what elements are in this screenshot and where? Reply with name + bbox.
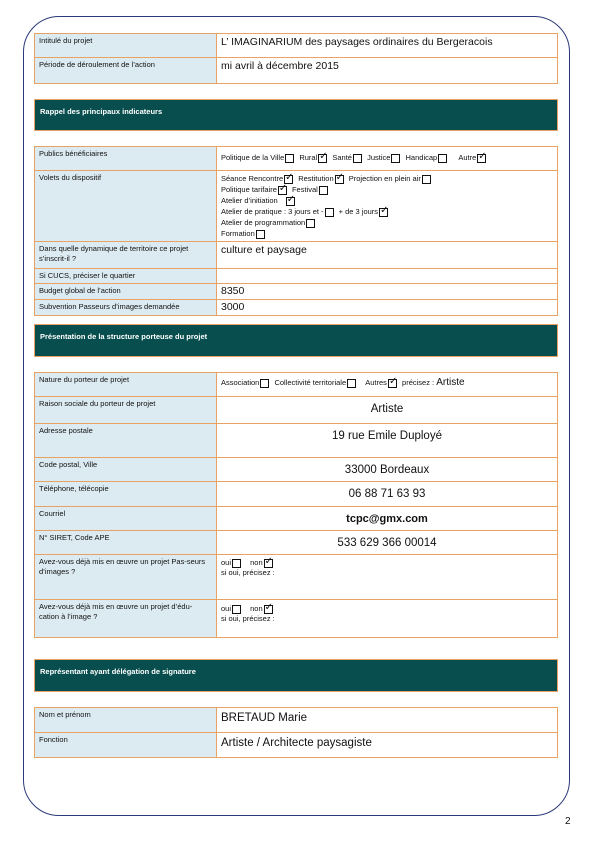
passeurs-precisez: si oui, précisez : [221, 568, 275, 577]
courriel-label: Courriel [35, 507, 217, 531]
checkbox-checked[interactable] [278, 186, 287, 195]
nature-option: Autres✓ [365, 378, 400, 387]
publics-option: Justice [367, 153, 403, 162]
nature-options [217, 373, 558, 397]
nature-option: Association [221, 378, 272, 387]
tel-value: 06 88 71 63 93 [217, 482, 558, 507]
publics-option: Politique de la Ville [221, 153, 297, 162]
volets-option: Atelier de programmation [221, 218, 318, 227]
publics-option: Handicap [406, 153, 451, 162]
education-options [217, 600, 558, 638]
representant-header: Représentant ayant délégation de signature [34, 659, 558, 692]
checkbox-checked[interactable] [264, 559, 273, 568]
checkbox-checked[interactable] [286, 197, 295, 206]
nature-label: Nature du porteur de projet [35, 373, 217, 397]
structure-table [34, 372, 558, 638]
checkbox[interactable] [256, 230, 265, 239]
nature-value: Artiste [436, 377, 465, 388]
volets-option: + de 3 jours✓ [339, 207, 391, 216]
checkbox-checked[interactable] [318, 154, 327, 163]
checkbox[interactable] [438, 154, 447, 163]
project-period-value: mi avril à décembre 2015 [217, 58, 558, 84]
page-number: 2 [565, 816, 571, 827]
siret-value: 533 629 366 00014 [217, 531, 558, 555]
volets-options [217, 171, 558, 242]
tel-label: Téléphone, télécopie [35, 482, 217, 507]
nom-value: BRETAUD Marie [217, 708, 558, 733]
fonction-label: Fonction [35, 733, 217, 758]
raison-label: Raison sociale du porteur de projet [35, 397, 217, 424]
budget-value: 8350 [217, 284, 558, 300]
adresse-label: Adresse postale [35, 424, 217, 458]
oui-label: oui [221, 558, 232, 567]
indicators-table [34, 146, 558, 316]
publics-options [217, 147, 558, 171]
indicators-header: Rappel des principaux indicateurs [34, 99, 558, 131]
education-label: Avez-vous déjà mis en œuvre un projet d’édu-cation à l’image ? [35, 600, 217, 638]
checkbox[interactable] [260, 379, 269, 388]
project-title-value: L’ IMAGINARIUM des paysages ordinaires du Bergeracois [217, 34, 558, 58]
passeurs-options [217, 555, 558, 600]
nature-option: Collectivité territoriale [274, 378, 359, 387]
oui-label: oui [221, 604, 232, 613]
non-label: non [250, 558, 263, 567]
structure-header: Présentation de la structure porteuse du projet [34, 324, 558, 357]
project-table [34, 33, 558, 84]
checkbox[interactable] [353, 154, 362, 163]
checkbox[interactable] [306, 219, 315, 228]
publics-label: Publics bénéficiaires [35, 147, 217, 171]
volets-option: Projection en plein air [349, 174, 434, 183]
checkbox[interactable] [232, 559, 241, 568]
education-precisez: si oui, précisez : [221, 614, 275, 623]
checkbox[interactable] [319, 186, 328, 195]
cp-value: 33000 Bordeaux [217, 458, 558, 482]
siret-label: N° SIRET, Code APE [35, 531, 217, 555]
non-label: non [250, 604, 263, 613]
checkbox[interactable] [422, 175, 431, 184]
cucs-label: Si CUCS, préciser le quartier [35, 269, 217, 284]
dynamique-value: culture et paysage [217, 242, 558, 269]
fonction-value: Artiste / Architecte paysagiste [217, 733, 558, 758]
checkbox[interactable] [391, 154, 400, 163]
volets-option: Formation [221, 229, 268, 238]
subvention-label: Subvention Passeurs d’images demandée [35, 300, 217, 316]
volets-option: Festival [292, 185, 331, 194]
project-title-label: Intitulé du projet [35, 34, 217, 58]
cucs-value [217, 269, 558, 284]
checkbox-checked[interactable] [264, 605, 273, 614]
volets-option: Atelier de pratique : 3 jours et - [221, 207, 337, 216]
project-period-label: Période de déroulement de l’action [35, 58, 217, 84]
checkbox[interactable] [285, 154, 294, 163]
checkbox[interactable] [347, 379, 356, 388]
publics-option: Rural✓ [299, 153, 330, 162]
nom-label: Nom et prénom [35, 708, 217, 733]
volets-option: Atelier d’initiation✓ [221, 196, 298, 205]
checkbox-checked[interactable] [335, 175, 344, 184]
checkbox-checked[interactable] [379, 208, 388, 217]
checkbox[interactable] [325, 208, 334, 217]
volets-label: Volets du dispositif [35, 171, 217, 242]
representant-table [34, 707, 558, 758]
volets-option: Séance Rencontre✓ [221, 174, 296, 183]
volets-option: Politique tarifaire✓ [221, 185, 290, 194]
cp-label: Code postal, Ville [35, 458, 217, 482]
checkbox[interactable] [232, 605, 241, 614]
dynamique-label: Dans quelle dynamique de territoire ce projet s’inscrit-il ? [35, 242, 217, 269]
checkbox-checked[interactable] [477, 154, 486, 163]
nature-precisez: précisez : [402, 378, 435, 387]
raison-value: Artiste [217, 397, 558, 424]
adresse-value: 19 rue Emile Duployé [217, 424, 558, 458]
publics-option: Autre✓ [458, 153, 489, 162]
passeurs-label: Avez-vous déjà mis en œuvre un projet Pas-seurs d’images ? [35, 555, 217, 600]
subvention-value: 3000 [217, 300, 558, 316]
volets-option: Restitution✓ [298, 174, 346, 183]
courriel-value: tcpc@gmx.com [217, 507, 558, 531]
checkbox-checked[interactable] [388, 379, 397, 388]
publics-option: Santé [332, 153, 365, 162]
budget-label: Budget global de l’action [35, 284, 217, 300]
